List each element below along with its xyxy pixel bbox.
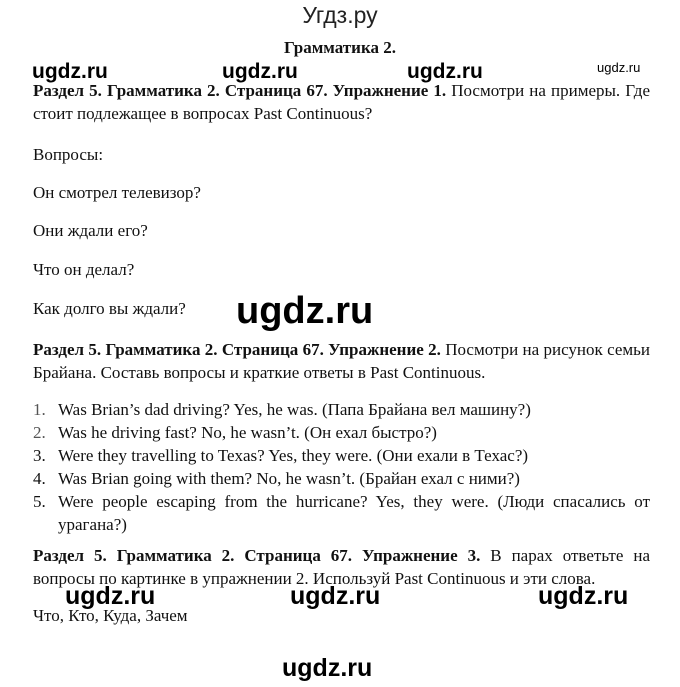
list-number: 2.: [33, 423, 46, 442]
section-heading: Грамматика 2.: [284, 38, 396, 57]
list-item: [33, 490, 650, 536]
list-text: Were they travelling to Texas? Yes, they were. (Они ехали в Техас?): [58, 446, 529, 465]
watermark: ugdz.ru: [282, 654, 373, 682]
exercise-3-text: В парах ответьте на вопросы по картинке в упражнении 2. Используй Past Continuous и эти слова.: [33, 546, 650, 588]
question-item: Как долго вы ждали?: [33, 299, 186, 318]
list-number: 3.: [33, 446, 46, 465]
list-item: [33, 467, 650, 490]
list-text: Was Brian’s dad driving? Yes, he was. (Папа Брайана вел машину?): [58, 400, 531, 419]
exercise-2-text: Посмотри на рисунок семьи Брайана. Составь вопросы и краткие ответы в Past Continuous.: [33, 340, 650, 382]
list-text: Was he driving fast? No, he wasn’t. (Он ехал быстро?): [58, 423, 437, 442]
exercise-2-label: Раздел 5. Грамматика 2. Страница 67. Упражнение 2.: [33, 340, 441, 359]
exercise-1-task: [33, 79, 650, 125]
watermark: ugdz.ru: [538, 582, 629, 610]
watermark: ugdz.ru: [236, 290, 374, 332]
list-number: 1.: [33, 400, 46, 419]
question-item: Он смотрел телевизор?: [33, 183, 201, 202]
watermark: ugdz.ru: [222, 60, 298, 83]
exercise-2-task: [33, 338, 650, 384]
answer-list: [33, 398, 650, 536]
site-title: Угдз.ру: [302, 2, 378, 28]
exercise-1-label: Раздел 5. Грамматика 2. Страница 67. Упражнение 1.: [33, 81, 447, 100]
exercise-1-text: Посмотри на примеры. Где стоит подлежащее в вопросах Past Continuous?: [33, 81, 650, 123]
exercise-3-task: [33, 544, 650, 590]
question-item: Они ждали его?: [33, 221, 148, 240]
exercise-3-words: Что, Кто, Куда, Зачем: [33, 606, 188, 625]
list-item: [33, 398, 650, 421]
list-number: 4.: [33, 469, 46, 488]
question-item: Что он делал?: [33, 260, 135, 279]
list-number: 5.: [33, 492, 46, 511]
list-item: [33, 421, 650, 444]
list-text: Was Brian going with them? No, he wasn’t. (Брайан ехал с ними?): [58, 469, 520, 488]
exercise-1-intro: Вопросы:: [33, 145, 104, 164]
list-item: [33, 444, 650, 467]
list-text: Were people escaping from the hurricane? Yes, they were. (Люди спасались от урагана?): [58, 492, 650, 534]
watermark: ugdz.ru: [407, 60, 483, 83]
watermark: ugdz.ru: [290, 582, 381, 610]
watermark: ugdz.ru: [597, 60, 641, 75]
watermark: ugdz.ru: [32, 60, 108, 83]
exercise-3-label: Раздел 5. Грамматика 2. Страница 67. Упражнение 3.: [33, 546, 481, 565]
watermark: ugdz.ru: [65, 582, 156, 610]
